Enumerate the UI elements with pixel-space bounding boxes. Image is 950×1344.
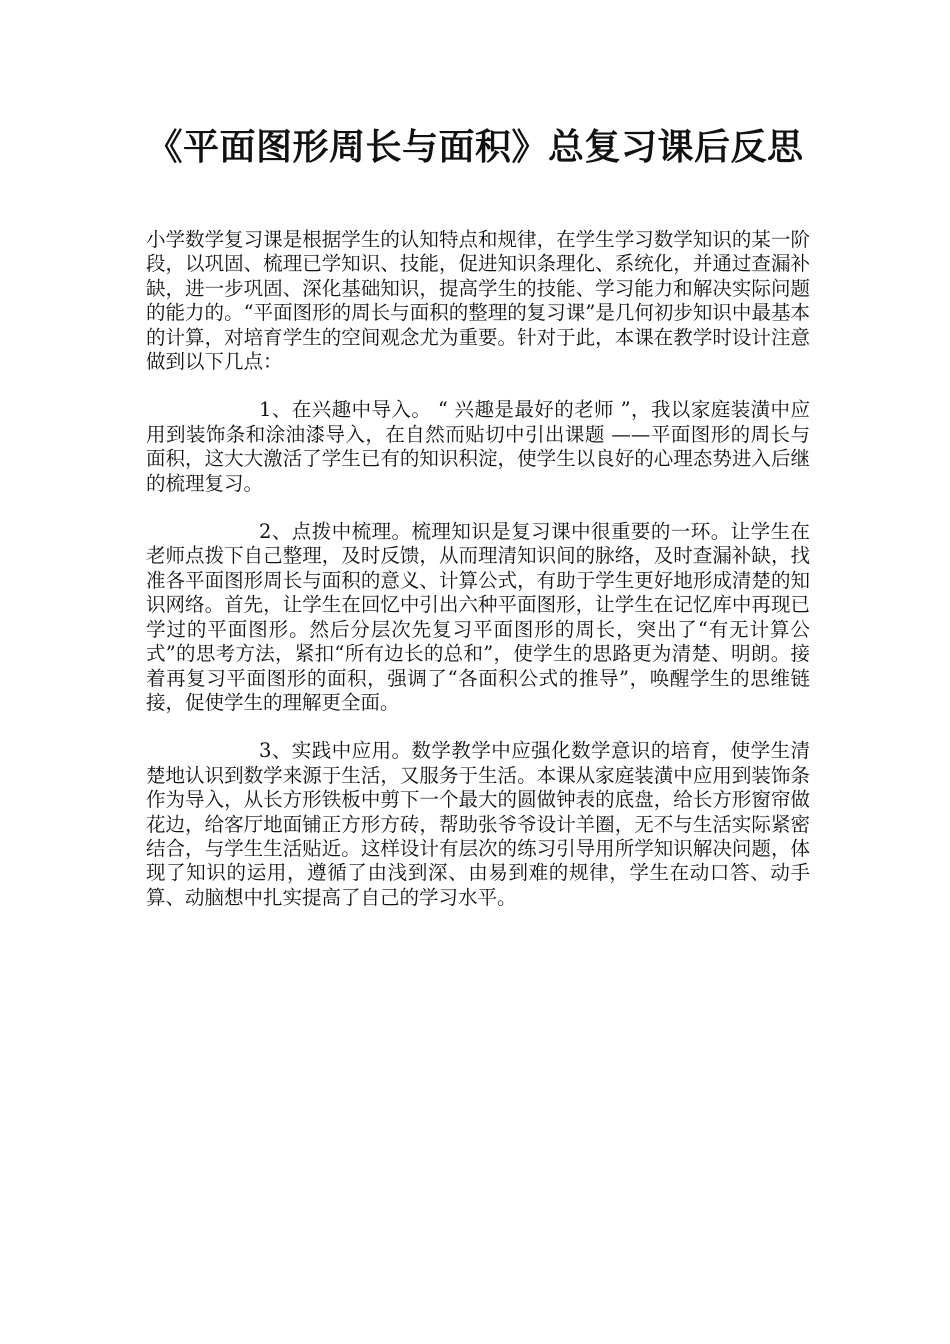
point-2-paragraph: 2、点拨中梳理。梳理知识是复习课中很重要的一环。让学生在老师点拨下自己整理，及时反馈，从而理清知识间的脉络，及时查漏补缺，找准各平面图形周长与面积的意义、计算公式，有助于学生更好地形成清楚的知识网络。首先，让学生在回忆中引出六种平面图形，让学生在记忆库中再现已学过的平面图形。然后分层次先复习平面图形的周长，突出了“有无计算公式”的思考方法，紧扣“所有边长的总和”，使学生的思路更为清楚、明朗。接着再复习平面图形的面积，强调了“各面积公式的推导”，唤醒学生的思维链接，促使学生的理解更全面。 — [146, 520, 810, 714]
point-1-paragraph: 1、在兴趣中导入。 “ 兴趣是最好的老师 ”，我以家庭装潢中应用到装饰条和涂油漆导入，在自然而贴切中引出课题 ——平面图形的周长与面积，这大大激活了学生已有的知识积淀，使学生以良好的心理态势进入后继的梳理复习。 — [146, 398, 810, 495]
document-title: 《平面图形周长与面积》总复习课后反思 — [146, 127, 804, 168]
point-3-paragraph: 3、实践中应用。数学教学中应强化数学意识的培育，使学生清楚地认识到数学来源于生活，又服务于生活。本课从家庭装潢中应用到装饰条作为导入，从长方形铁板中剪下一个最大的圆做钟表的底盘，给长方形窗帘做花边，给客厅地面铺正方形方砖，帮助张爷爷设计羊圈，无不与生活实际紧密结合，与学生生活贴近。这样设计有层次的练习引导用所学知识解决问题，体现了知识的运用，遵循了由浅到深、由易到难的规律，学生在动口答、动手算、动脑想中扎实提高了自己的学习水平。 — [146, 739, 810, 909]
document-body — [146, 228, 810, 934]
intro-paragraph: 小学数学复习课是根据学生的认知特点和规律，在学生学习数学知识的某一阶段，以巩固、梳理已学知识、技能，促进知识条理化、系统化，并通过查漏补缺，进一步巩固、深化基础知识，提高学生的技能、学习能力和解决实际问题的能力的。“平面图形的周长与面积的整理的复习课”是几何初步知识中最基本的计算，对培育学生的空间观念尤为重要。针对于此，本课在教学时设计注意做到以下几点： — [146, 228, 810, 374]
